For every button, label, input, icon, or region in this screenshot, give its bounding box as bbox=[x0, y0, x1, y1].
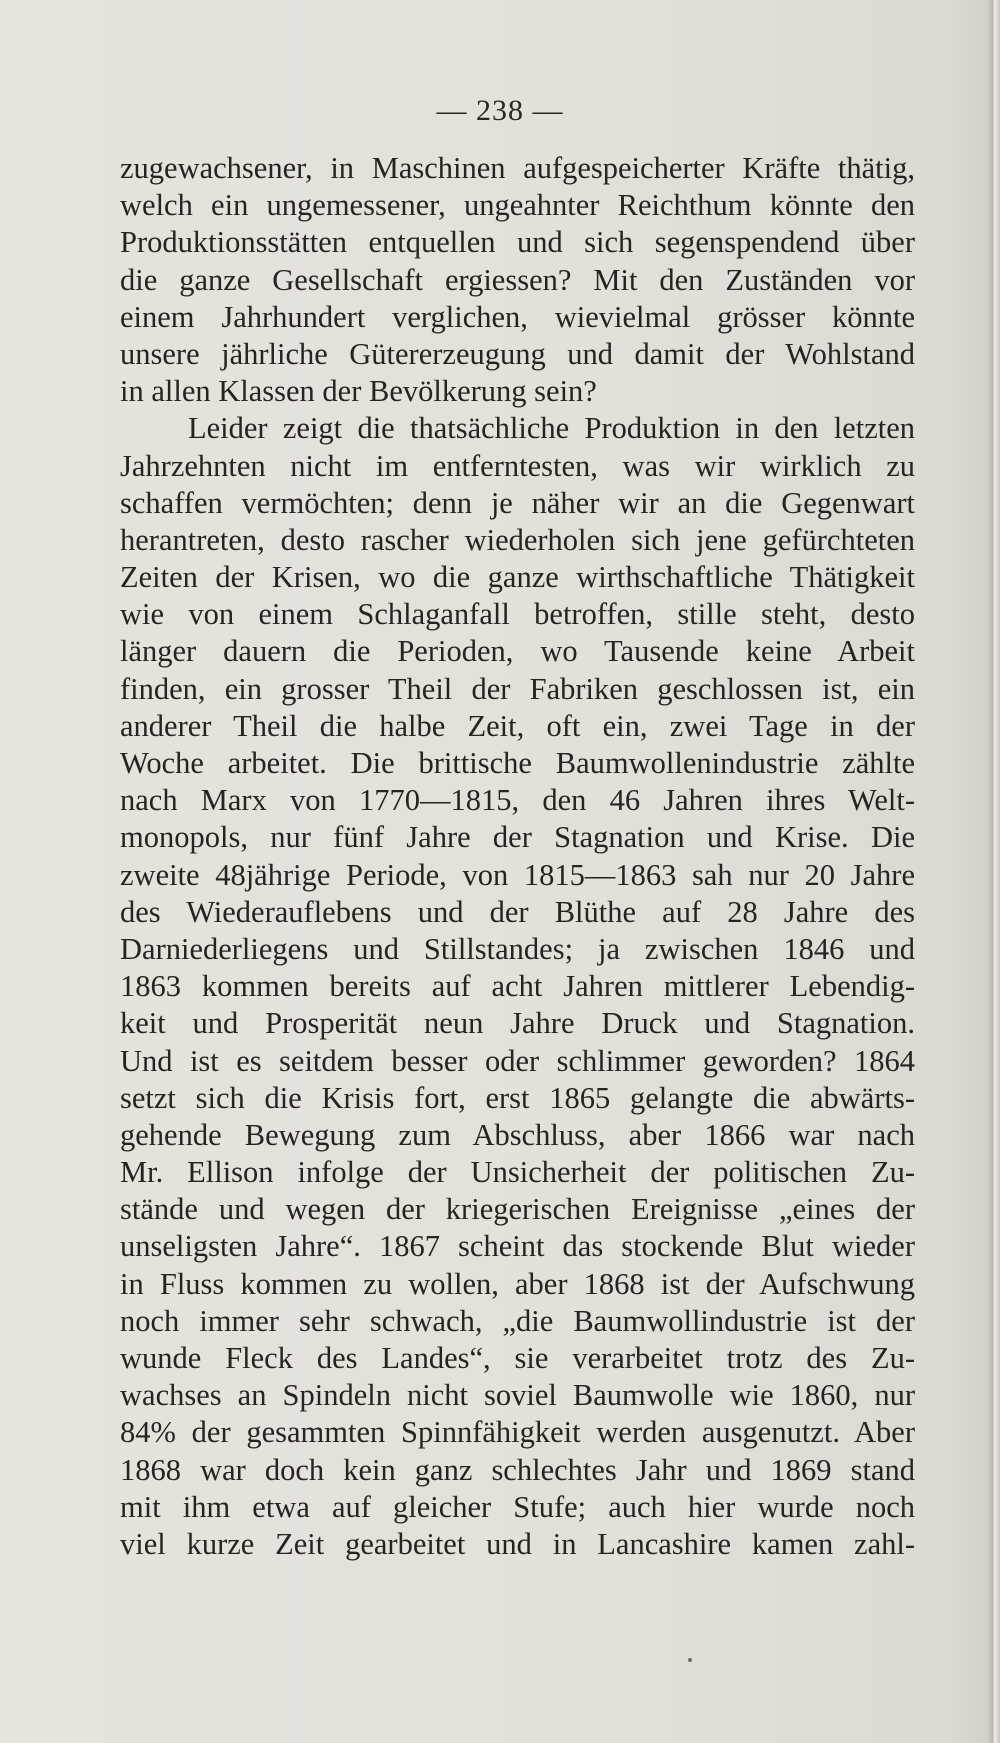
text-line: Und ist es seitdem besser oder schlimmer geworden? 1864 bbox=[120, 1043, 915, 1078]
text-line: unsere jährliche Gütererzeugung und damit der Wohlstand bbox=[120, 336, 915, 371]
text-line: anderer Theil die halbe Zeit, oft ein, zwei Tage in der bbox=[120, 708, 915, 743]
text-line: finden, ein grosser Theil der Fabriken geschlossen ist, ein bbox=[120, 671, 915, 706]
text-line: wie von einem Schlaganfall betroffen, stille steht, desto bbox=[120, 597, 915, 632]
text-line: mit ihm etwa auf gleicher Stufe; auch hier wurde noch bbox=[120, 1489, 915, 1524]
text-line: gehende Bewegung zum Abschluss, aber 1866 war nach bbox=[120, 1117, 915, 1152]
text-line: monopols, nur fünf Jahre der Stagnation und Krise. Die bbox=[120, 820, 915, 855]
text-line: zugewachsener, in Maschinen aufgespeicherter Kräfte thätig, bbox=[120, 151, 915, 185]
text-line: einem Jahrhundert verglichen, wievielmal grösser könnte bbox=[120, 299, 915, 334]
text-line: 84% der gesammten Spinnfähigkeit werden ausgenutzt. Aber bbox=[120, 1415, 915, 1450]
text-line: Mr. Ellison infolge der Unsicherheit der politischen Zu- bbox=[120, 1155, 915, 1190]
text-line: Darniederliegens und Stillstandes; ja zwischen 1846 und bbox=[120, 931, 915, 966]
text-line: unseligsten Jahre“. 1867 scheint das stockende Blut wieder bbox=[120, 1229, 915, 1264]
text-line: in allen Klassen der Bevölkerung sein? bbox=[120, 374, 597, 409]
text-line: zweite 48jährige Periode, von 1815—1863 sah nur 20 Jahre bbox=[120, 857, 915, 892]
text-line: viel kurze Zeit gearbeitet und in Lancashire kamen zahl- bbox=[120, 1526, 915, 1561]
text-line: Woche arbeitet. Die brittische Baumwollenindustrie zählte bbox=[120, 746, 915, 780]
page-edge-shadow bbox=[988, 0, 1000, 1743]
text-line: Zeiten der Krisen, wo die ganze wirthschaftliche Thätigkeit bbox=[120, 560, 915, 595]
text-line: herantreten, desto rascher wiederholen sich jene gefürchteten bbox=[120, 522, 915, 557]
text-line: in Fluss kommen zu wollen, aber 1868 ist der Aufschwung bbox=[120, 1266, 915, 1301]
body-text bbox=[120, 150, 915, 1563]
page-number: — 238 — bbox=[436, 94, 564, 127]
text-line: länger dauern die Perioden, wo Tausende keine Arbeit bbox=[120, 634, 915, 669]
text-line: die ganze Gesellschaft ergiessen? Mit den Zuständen vor bbox=[120, 262, 915, 297]
paper-speck bbox=[688, 1658, 692, 1662]
text-line: keit und Prosperität neun Jahre Druck und Stagnation. bbox=[120, 1006, 915, 1041]
text-line: setzt sich die Krisis fort, erst 1865 gelangte die abwärts- bbox=[120, 1080, 915, 1115]
paragraph-start-line: Leider zeigt die thatsächliche Produktion in den letzten bbox=[188, 411, 915, 446]
text-line: stände und wegen der kriegerischen Ereignisse „eines der bbox=[120, 1192, 915, 1227]
text-line: des Wiederauflebens und der Blüthe auf 28 Jahre des bbox=[120, 894, 915, 929]
text-line: wachses an Spindeln nicht soviel Baumwolle wie 1860, nur bbox=[120, 1378, 915, 1413]
text-line: noch immer sehr schwach, „die Baumwollindustrie ist der bbox=[120, 1303, 915, 1338]
text-line: schaffen vermöchten; denn je näher wir an die Gegenwart bbox=[120, 485, 915, 520]
text-line: 1868 war doch kein ganz schlechtes Jahr und 1869 stand bbox=[120, 1452, 915, 1487]
text-line: 1863 kommen bereits auf acht Jahren mittlerer Lebendig- bbox=[120, 969, 915, 1004]
text-line: Jahrzehnten nicht im entferntesten, was wir wirklich zu bbox=[120, 448, 915, 483]
text-line: nach Marx von 1770—1815, den 46 Jahren ihres Welt- bbox=[120, 783, 915, 818]
text-line: Produktionsstätten entquellen und sich segenspendend über bbox=[120, 225, 915, 260]
text-line: welch ein ungemessener, ungeahnter Reichthum könnte den bbox=[120, 188, 915, 223]
text-line: wunde Fleck des Landes“, sie verarbeitet trotz des Zu- bbox=[120, 1341, 915, 1375]
